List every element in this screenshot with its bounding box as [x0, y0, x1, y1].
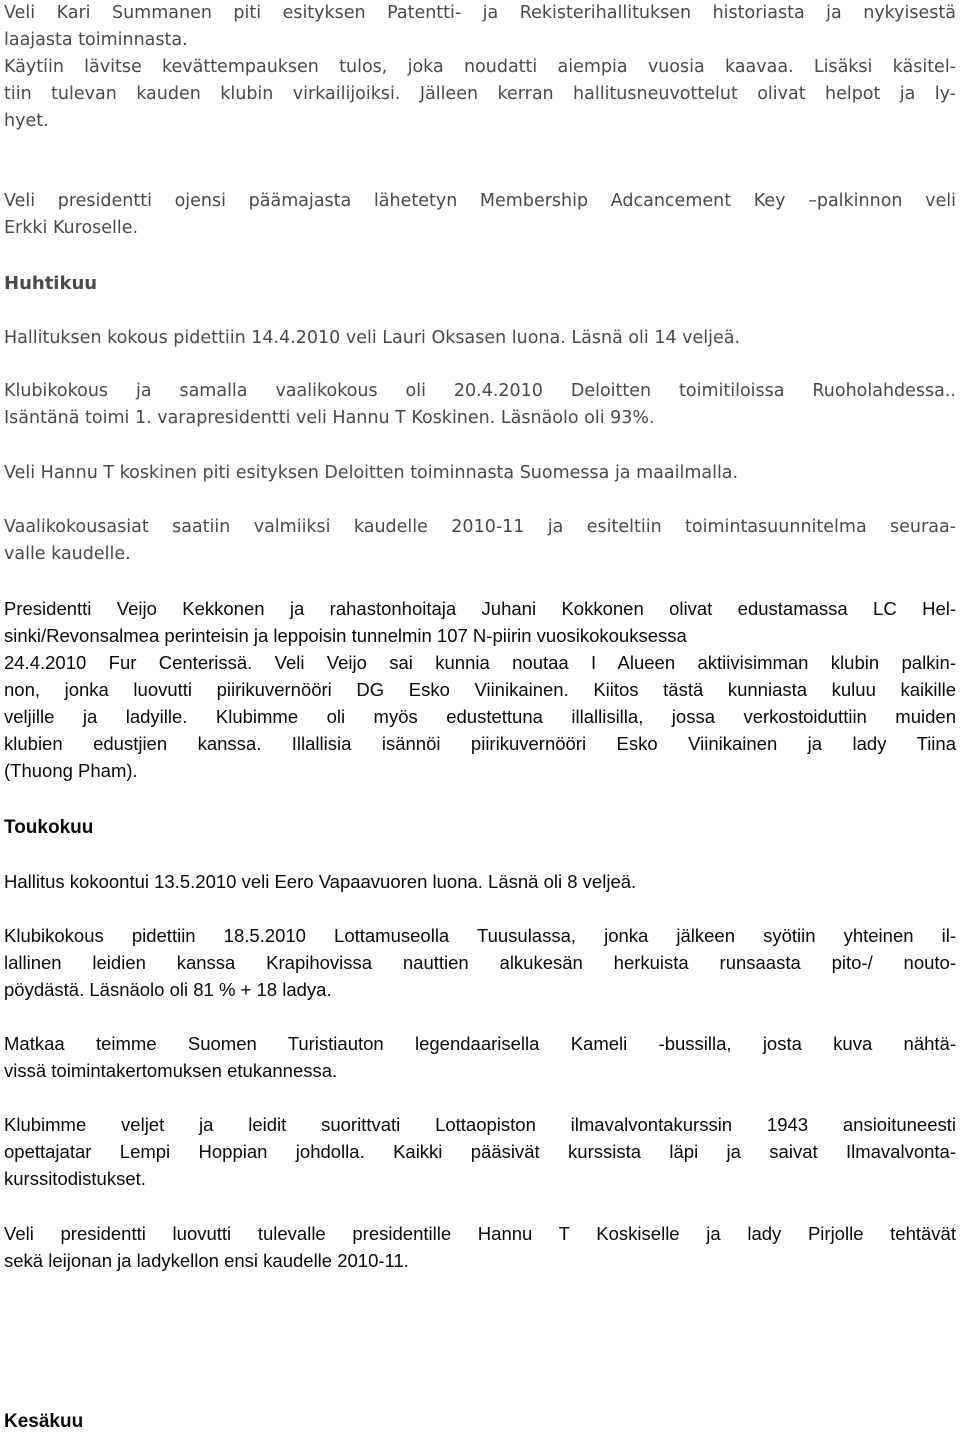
paragraph-patent-office-talk [4, 0, 956, 54]
text-line: non, jonka luovutti piirikuvernööri DG Esko Viinikainen. Kiitos tästä kunniasta kuluu kaikille [4, 679, 956, 700]
text-line: kurssitodistukset. [4, 1168, 146, 1189]
paragraph-air-surveillance-course [4, 1111, 956, 1192]
paragraph-deloitte-talk [4, 460, 956, 487]
paragraph-spring-campaign [4, 54, 956, 135]
text-line: Veli presidentti luovutti tulevalle presidentille Hannu T Koskiselle ja lady Pirjolle tehtävät [4, 1223, 956, 1244]
text-line: lallinen leidien kanssa Krapihovissa nauttien alkukesän herkuista runsaasta pito-/ nouto- [4, 952, 956, 973]
paragraph-board-meeting-may [4, 868, 956, 895]
text-line: Vaalikokousasiat saatiin valmiiksi kaudelle 2010-11 ja esiteltiin toimintasuunnitelma seuraa- [4, 517, 956, 537]
text-line: sinki/Revonsalmea perinteisin ja leppoisin tunnelmin 107 N-piirin vuosikokouksessa [4, 625, 687, 646]
text-line: laajasta toiminnasta. [4, 30, 188, 50]
text-line: Käytiin lävitse kevättempauksen tulos, joka noudatti aiempia vuosia kaavaa. Lisäksi käsitel- [4, 57, 956, 77]
text-line: Erkki Kuroselle. [4, 218, 139, 238]
paragraph-district-convention [4, 595, 956, 784]
text-line: 24.4.2010 Fur Centerissä. Veli Veijo sai kunnia noutaa I Alueen aktiivisimman klubin palkin- [4, 652, 956, 673]
heading-toukokuu: Toukokuu [4, 817, 94, 838]
text-line: Klubikokous ja samalla vaalikokous oli 20.4.2010 Deloitten toimitiloissa Ruoholahdessa.. [4, 381, 956, 401]
heading-huhtikuu: Huhtikuu [4, 273, 98, 294]
text-line: hyet. [4, 111, 49, 131]
text-line: vissä toimintakertomuksen etukannessa. [4, 1060, 338, 1081]
text-line: Matkaa teimme Suomen Turistiauton legendaarisella Kameli -bussilla, josta kuva nähtä- [4, 1033, 956, 1054]
heading-kesakuu: Kesäkuu [4, 1411, 84, 1432]
paragraph-election-matters [4, 514, 956, 568]
paragraph-kameli-bus-trip [4, 1030, 956, 1084]
text-line: Veli presidentti ojensi päämajasta lähetetyn Membership Adcancement Key –palkinnon veli [4, 191, 956, 211]
text-line: pöydästä. Läsnäolo oli 81 % + 18 ladya. [4, 979, 332, 1000]
paragraph-board-meeting-april [4, 325, 956, 352]
text-line: Klubikokous pidettiin 18.5.2010 Lottamuseolla Tuusulassa, jonka jälkeen syötiin yhteinen il- [4, 925, 956, 946]
paragraph-presidency-handover [4, 1220, 956, 1274]
paragraph-membership-award [4, 188, 956, 242]
text-line: Hallitus kokoontui 13.5.2010 veli Eero Vapaavuoren luona. Läsnä oli 8 veljeä. [4, 871, 637, 892]
text-line: klubien edustjien kanssa. Illallisia isännöi piirikuvernööri Esko Viinikainen ja lady Tiina [4, 733, 956, 754]
text-line: tiin tulevan kauden klubin virkailijoiksi. Jälleen kerran hallitusneuvottelut olivat helpot ja ly- [4, 84, 956, 104]
text-line: Veli Hannu T koskinen piti esityksen Deloitten toiminnasta Suomessa ja maailmalla. [4, 463, 739, 483]
text-line: veljille ja ladyille. Klubimme oli myös edustettuna illallisilla, jossa verkostoiduttiin muiden [4, 706, 956, 727]
text-line: opettajatar Lempi Hoppian johdolla. Kaikki pääsivät kurssista läpi ja saivat Ilmavalvonta- [4, 1141, 956, 1162]
text-line: Klubimme veljet ja leidit suorittvati Lottaopiston ilmavalvontakurssin 1943 ansioituneesti [4, 1114, 956, 1135]
text-line: Veli Kari Summanen piti esityksen Patentti- ja Rekisterihallituksen historiasta ja nykyisestä [4, 3, 956, 23]
paragraph-election-meeting [4, 378, 956, 432]
paragraph-club-meeting-lottamuseo [4, 922, 956, 1003]
text-line: (Thuong Pham). [4, 760, 138, 781]
text-line: sekä leijonan ja ladykellon ensi kaudelle 2010-11. [4, 1250, 409, 1271]
text-line: Presidentti Veijo Kekkonen ja rahastonhoitaja Juhani Kokkonen olivat edustamassa LC Hel- [4, 598, 956, 619]
text-line: valle kaudelle. [4, 544, 131, 564]
text-line: Isäntänä toimi 1. varapresidentti veli Hannu T Koskinen. Läsnäolo oli 93%. [4, 408, 655, 428]
text-line: Hallituksen kokous pidettiin 14.4.2010 veli Lauri Oksasen luona. Läsnä oli 14 veljeä. [4, 328, 741, 348]
